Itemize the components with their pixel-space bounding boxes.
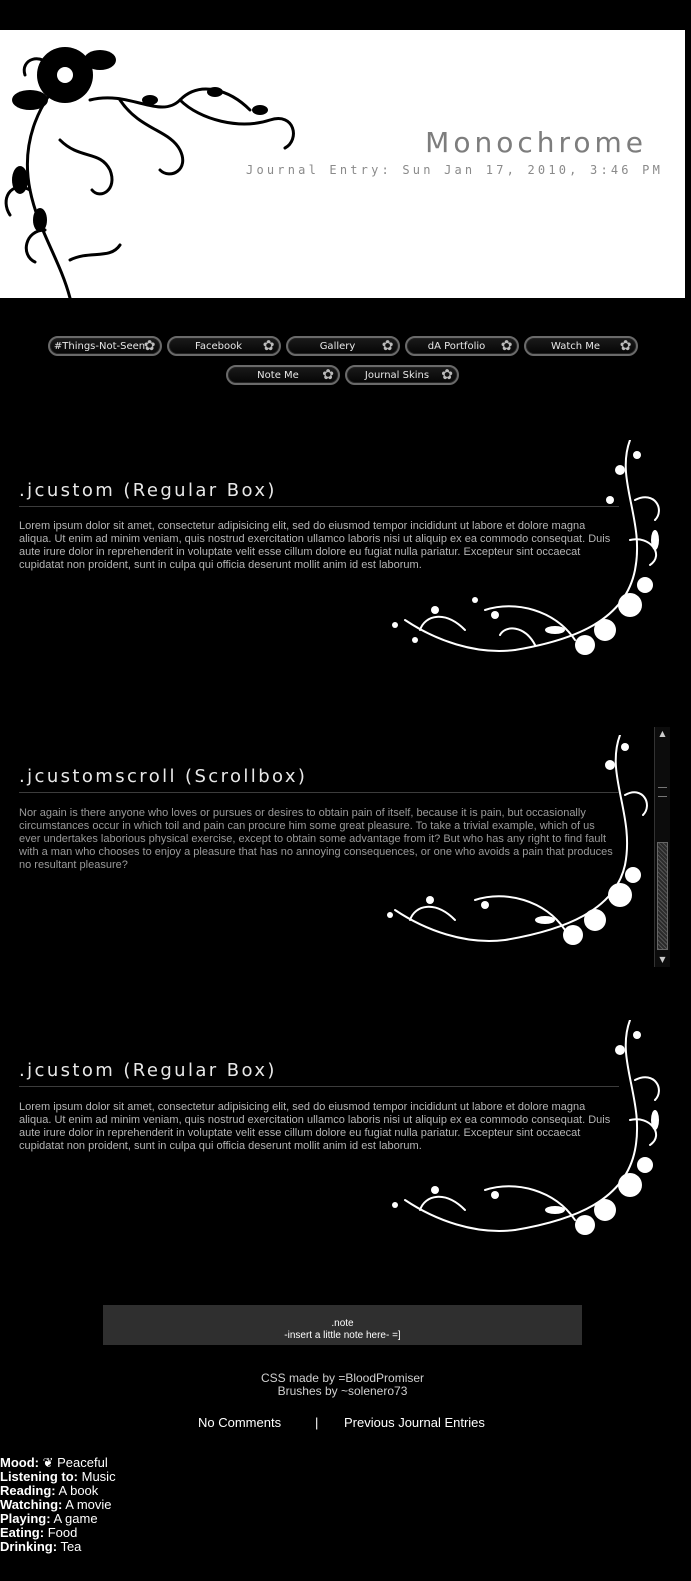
listening-label: Listening to: xyxy=(0,1469,78,1484)
reading-row xyxy=(0,1484,116,1498)
playing-label: Playing: xyxy=(0,1511,51,1526)
box-divider xyxy=(19,506,619,507)
flower-icon: ✿ xyxy=(619,338,632,354)
no-comments-link[interactable]: No Comments xyxy=(198,1415,282,1430)
scroll-down-arrow-icon[interactable]: ▼ xyxy=(659,955,666,964)
scroll-up-arrow-icon[interactable]: ▲ xyxy=(659,729,666,738)
box-divider xyxy=(19,792,619,793)
flower-icon: ✿ xyxy=(322,367,334,383)
box-title: .jcustom (Regular Box) xyxy=(19,1060,277,1081)
journal-entry-date: Journal Entry: Sun Jan 17, 2010, 3:46 PM xyxy=(246,163,663,177)
drinking-row xyxy=(0,1540,116,1554)
playing-row xyxy=(0,1512,116,1526)
scrollbar-grip xyxy=(658,787,667,797)
mood-label: Mood: xyxy=(0,1455,39,1470)
drinking-value: Tea xyxy=(60,1539,82,1554)
reading-label: Reading: xyxy=(0,1483,56,1498)
nav-label: Note Me xyxy=(257,369,299,381)
flower-icon: ✿ xyxy=(381,338,394,354)
note-title: .note xyxy=(331,1318,354,1329)
nav-watch-me-button[interactable] xyxy=(524,336,638,356)
nav-gallery-button[interactable] xyxy=(286,336,400,356)
scrollbar-thumb[interactable] xyxy=(657,842,668,950)
box-divider xyxy=(19,1086,619,1087)
nav-label: #Things-Not-Seen xyxy=(53,340,146,352)
box-text: Lorem ipsum dolor sit amet, consectetur adipisicing elit, sed do eiusmod tempor incididunt ut labore et dolore magna aliqua. Ut enim ad minim veniam, quis nostrud exercitation ullamco laboris nisi ut aliquip ex ea commodo consequat. Duis aute irure dolor in reprehenderit in voluptate velit esse cillum dolore eu fugiat nulla pariatur. Excepteur sint occaecat cupidatat non proident, sunt in culpa qui officia deserunt mollit anim id est laborum. xyxy=(19,1101,611,1152)
nav-label: Watch Me xyxy=(550,340,601,352)
jcustom-box xyxy=(0,1020,685,1260)
box-text: Lorem ipsum dolor sit amet, consectetur adipisicing elit, sed do eiusmod tempor incididunt ut labore et dolore magna aliqua. Ut enim ad minim veniam, quis nostrud exercitation ullamco laboris nisi ut aliquip ex ea commodo consequat. Duis aute irure dolor in reprehenderit in voluptate velit esse cillum dolore eu fugiat nulla pariatur. Excepteur sint occaecat cupidatat non proident, sunt in culpa qui officia deserunt mollit anim id est laborum. xyxy=(19,520,611,571)
mood-value: Peaceful xyxy=(57,1455,108,1470)
jcustomscroll-box xyxy=(0,735,685,970)
nav-label: dA Portfolio xyxy=(427,340,486,352)
jcustom-box xyxy=(0,440,685,680)
link-separator: | xyxy=(315,1415,319,1430)
flower-icon: ✿ xyxy=(262,338,275,354)
listening-value: Music xyxy=(81,1469,116,1484)
eating-value: Food xyxy=(47,1525,78,1540)
credits xyxy=(0,1372,685,1398)
peaceful-mood-icon: ❦ xyxy=(42,1455,54,1470)
flower-icon: ✿ xyxy=(441,367,453,383)
eating-row xyxy=(0,1526,116,1540)
note-text: -insert a little note here- =] xyxy=(284,1330,401,1341)
drinking-label: Drinking: xyxy=(0,1539,58,1554)
nav-journal-skins-button[interactable] xyxy=(345,365,459,385)
brushes-credit: Brushes by ~solenero73 xyxy=(277,1384,408,1398)
scrollbox-text: Nor again is there anyone who loves or pursues or desires to obtain pain of itself, because it is pain, but occasionally circumstances occur in which toil and pain can procure him some great pleasure. To take a trivial example, which of us ever undertakes laborious physical exercise, except to obtain some advantage from it? But who has any right to find fault with a man who chooses to enjoy a pleasure that has no annoying consequences, or one who avoids a pain that produces no resultant pleasure? xyxy=(19,807,613,871)
journal-meta xyxy=(0,1456,116,1554)
journal-header xyxy=(0,30,685,298)
eating-label: Eating: xyxy=(0,1525,45,1540)
css-credit: CSS made by =BloodPromiser xyxy=(260,1371,425,1385)
flower-icon: ✿ xyxy=(143,338,156,354)
nav-label: Gallery xyxy=(319,340,356,352)
watching-label: Watching: xyxy=(0,1497,63,1512)
nav-label: Journal Skins xyxy=(364,369,430,381)
nav-da-portfolio-button[interactable] xyxy=(405,336,519,356)
scrollbox-scrollbar[interactable] xyxy=(654,727,670,967)
watching-row xyxy=(0,1498,116,1512)
note-box xyxy=(103,1305,582,1345)
playing-value: A game xyxy=(53,1511,98,1526)
nav-facebook-button[interactable] xyxy=(167,336,281,356)
previous-journal-entries-link[interactable]: Previous Journal Entries xyxy=(344,1415,485,1430)
mood-row xyxy=(0,1456,116,1470)
box-title: .jcustomscroll (Scrollbox) xyxy=(19,766,308,787)
box-title: .jcustom (Regular Box) xyxy=(19,480,277,501)
listening-row xyxy=(0,1470,116,1484)
nav-things-not-seen-button[interactable] xyxy=(48,336,162,356)
nav-label: Facebook xyxy=(195,340,242,352)
page-title: Monochrome xyxy=(425,126,647,159)
watching-value: A movie xyxy=(65,1497,112,1512)
flower-icon: ✿ xyxy=(500,338,513,354)
nav-note-me-button[interactable] xyxy=(226,365,340,385)
reading-value: A book xyxy=(58,1483,99,1498)
